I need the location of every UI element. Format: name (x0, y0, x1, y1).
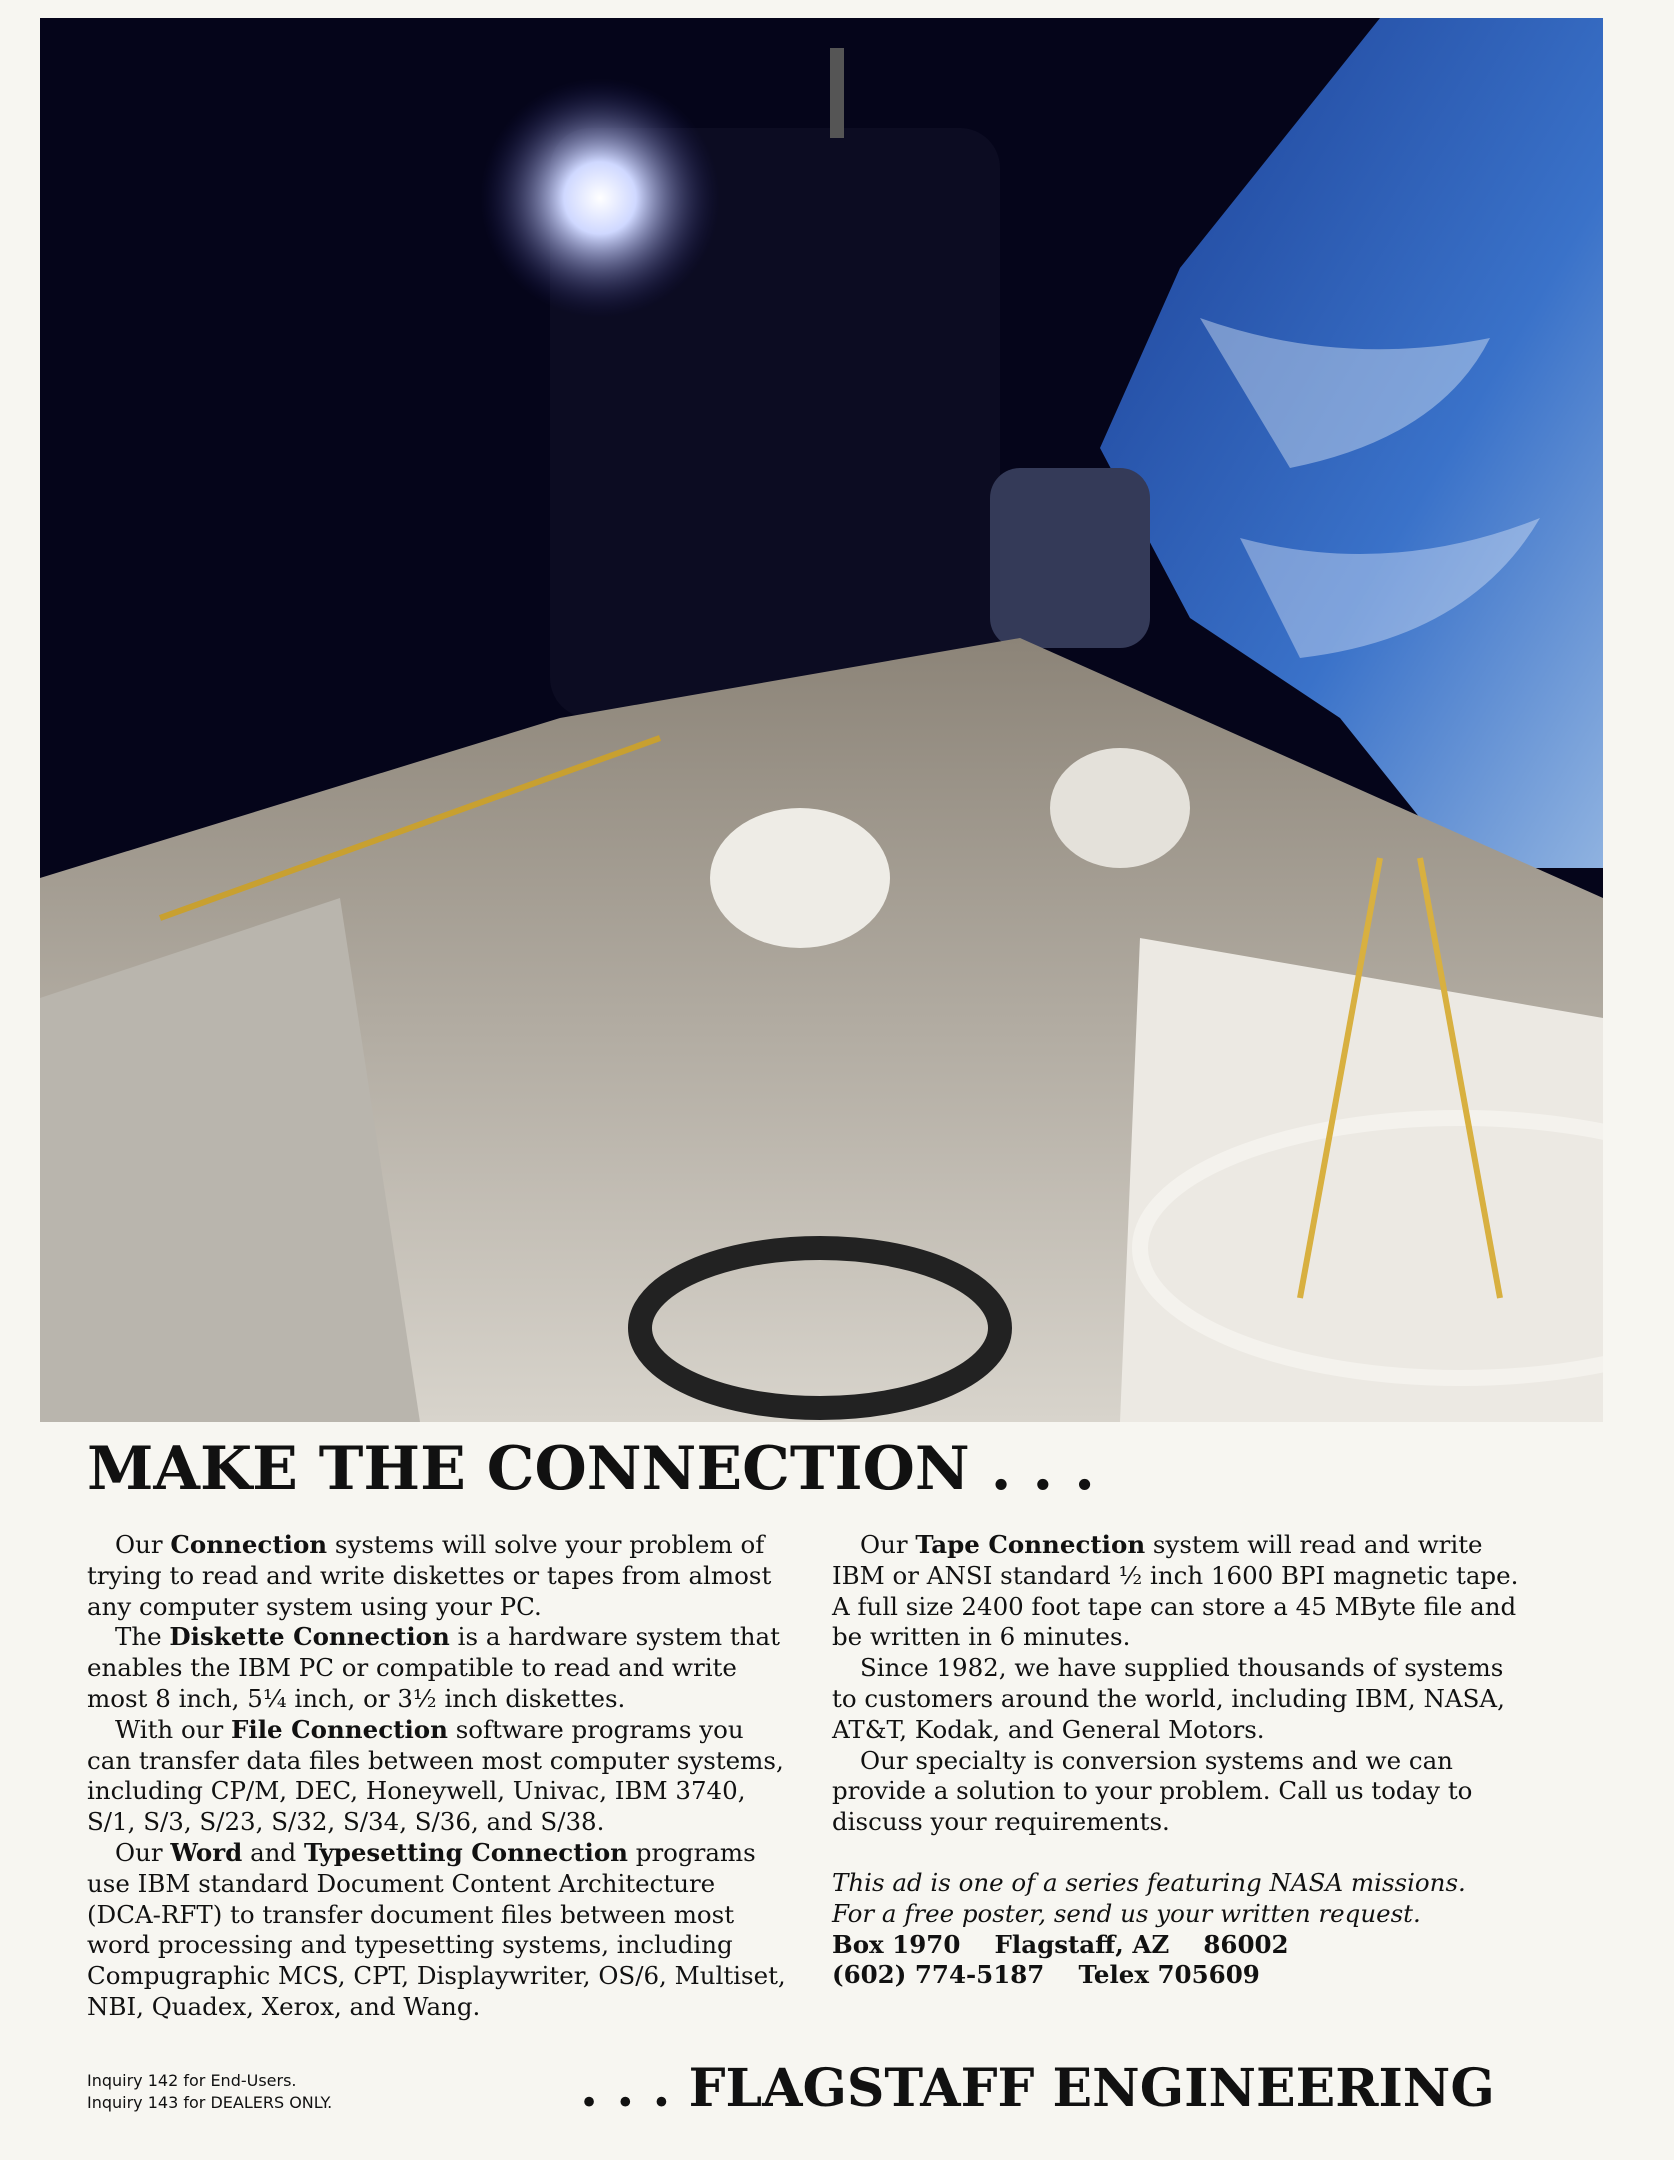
paragraph-specialty: Our specialty is conversion systems and we can provide a solution to your problem. Call us today to discuss your requirements. (832, 1745, 1473, 1837)
space-shuttle-photo (40, 18, 1603, 1422)
right-column (832, 1530, 1532, 1991)
inquiry-end-users: Inquiry 142 for End-Users. (87, 2071, 297, 2090)
company-name: . . . FLAGSTAFF ENGINEERING (580, 2058, 1495, 2119)
inquiry-numbers (87, 2070, 332, 2114)
contact-address: Box 1970 Flagstaff, AZ 86002 (602) 774-5187 Telex 705609 (832, 1929, 1289, 1990)
inquiry-dealers: Inquiry 143 for DEALERS ONLY. (87, 2093, 333, 2112)
left-column (87, 1530, 787, 2023)
paragraph-tape: Our Tape Connection system will read and write IBM or ANSI standard ½ inch 1600 BPI magnetic tape. A full size 2400 foot tape can store a 45 MByte file and be written in 6 minutes. (832, 1530, 1519, 1652)
paragraph-word-typesetting: Our Word and Typesetting Connection programs use IBM standard Document Content Architecture (DCA-RFT) to transfer document files between most word processing and typesetting systems, including Compugraphic MCS, CPT, Displaywriter, OS/6, Multiset, NBI, Quadex, Xerox, and Wang. (87, 1837, 786, 2021)
paragraph-diskette: The Diskette Connection is a hardware system that enables the IBM PC or compatible to read and write most 8 inch, 5¼ inch, or 3½ inch diskettes. (87, 1622, 781, 1713)
paragraph-history: Since 1982, we have supplied thousands of systems to customers around the world, including IBM, NASA, AT&T, Kodak, and General Motors. (832, 1653, 1505, 1744)
paragraph-file: With our File Connection software programs you can transfer data files between most computer systems, including CP/M, DEC, Honeywell, Univac, IBM 3740, S/1, S/3, S/23, S/32, S/34, S/36, and S/38. (87, 1714, 784, 1837)
poster-note: This ad is one of a series featuring NASA missions. For a free poster, send us your written request. (832, 1867, 1466, 1928)
headline: MAKE THE CONNECTION . . . (87, 1434, 1096, 1504)
paragraph-connection: Our Connection systems will solve your problem of trying to read and write diskettes or tapes from almost any computer system using your PC. (87, 1530, 772, 1621)
